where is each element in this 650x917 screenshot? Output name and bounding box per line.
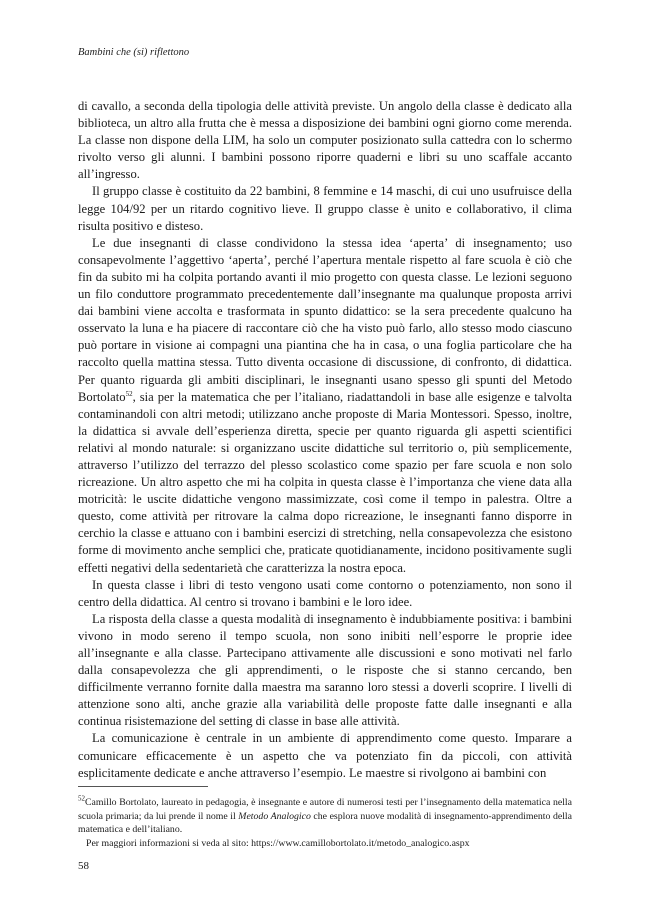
- paragraph: In questa classe i libri di testo vengono usati come contorno o potenziamento, non sono il centro della didattica. Al centro si trovano i bambini e le loro idee.: [78, 577, 572, 609]
- paragraph: La comunicazione è centrale in un ambiente di apprendimento come questo. Imparare a comunicare efficacemente è un aspetto che va potenziato fin da piccoli, con attività esplicitamente dedicate e anche attraverso l’esempio. Le maestre si rivolgono ai bambini con: [78, 731, 572, 780]
- footnotes: [78, 796, 572, 850]
- footnote-text: che esplora nuove modalità di insegnamento-apprendimento della matematica e dell’italiano.: [78, 810, 572, 836]
- paragraph: [78, 235, 572, 577]
- paragraph-text: Le due insegnanti di classe condividono la stessa idea ‘aperta’ di insegnamento; uso consapevolmente l’aggettivo ‘aperta’, perché l’apertura mentale rispetto al fare scuola è ciò che fin da subito mi ha colpita portando avanti il mio progetto con questa classe. Le lezioni seguono un filo conduttore programmato precedentemente dall’insegnante ma qualunque proposta arrivi dai bambini viene accolta e trasformata in spunto didattico: se la sera precedente qualcuno ha osservato la luna e ha piacere di raccontare ciò che ha visto può farlo, allo stesso modo ciascuno può portare in visione ai compagni una piantina che ha in casa, o una foglia particolare che ha raccolto quella mattina stessa. Tutto diventa occasione di discussione, di confronto, di didattica. Per quanto riguarda gli ambiti disciplinari, le insegnanti usano spesso gli spunti del Metodo Bortolato: [78, 235, 572, 404]
- paragraph-text: , sia per la matematica che per l’italiano, riadattandoli in base alle esigenze e talvolta contaminandoli con altri metodi; utilizzano anche proposte di Maria Montessori. Spesso, inoltre, la didattica si avvale dell’esperienza diretta, specie per quanto riguarda gli aspetti scientifici relativi al mondo naturale: si organizzano uscite didattiche sul territorio o, più semplicemente, attraverso l’utilizzo del terrazzo del plesso scolastico come spazio per fare scuola e non solo ricreazione. Un altro aspetto che mi ha colpita in questa classe è l’importanza che viene data alla motricità: le uscite didattiche vengono massimizzate, così come il tempo in palestra. Oltre a questo, come attività per ritrovare la calma dopo ricreazione, le insegnanti fanno disporre in cerchio la classe e attuano con i bambini esercizi di stretching, nella consapevolezza che esistono forme di movimento anche semplici che, praticate quotidianamente, incidono positivamente sugli effetti negativi della sedentarietà che caratterizza la nostra epoca.: [78, 389, 572, 575]
- footnote-divider: [78, 786, 208, 787]
- paragraph: Il gruppo classe è costituito da 22 bambini, 8 femmine e 14 maschi, di cui uno usufruisce della legge 104/92 per un ritardo cognitivo lieve. Il gruppo classe è unito e collaborativo, il clima risulta positivo e disteso.: [78, 184, 572, 233]
- footnote-reference[interactable]: 52: [125, 389, 133, 398]
- footnote-text: Camillo Bortolato, laureato in pedagogia, è insegnante e autore di numerosi testi per l’insegnamento della matematica nella scuola primaria; da lui prende il nome il: [78, 797, 572, 822]
- running-head: Bambini che (si) riflettono: [78, 47, 190, 58]
- footnote-link-line[interactable]: Per maggiori informazioni si veda al sito: https://www.camillobortolato.it/metodo_analogico.aspx: [86, 837, 470, 849]
- footnote: [78, 796, 572, 837]
- footnote-italic-text: Metodo Analogico: [238, 810, 311, 822]
- footnote-number: 52: [78, 794, 85, 803]
- paragraph: La risposta della classe a questa modalità di insegnamento è indubbiamente positiva: i bambini vivono in modo sereno il tempo scuola, non sono inibiti nell’esporre le proprie idee all’insegnante e alla classe. Partecipano attivamente alle discussioni e sono motivati nel farlo dalla consapevolezza che gli apprendimenti, o le risposte che si stanno cercando, ben difficilmente verranno fornite dalla maestra ma saranno loro stessi a doverli scoprire. I livelli di attenzione sono alti, anche grazie alla variabilità delle proposte fatte dalle insegnanti e alla continua risistemazione del setting di classe in base alle attività.: [78, 611, 572, 729]
- paragraph: di cavallo, a seconda della tipologia delle attività previste. Un angolo della classe è dedicato alla biblioteca, un altro alla frutta che è messa a disposizione dei bambini ogni giorno come merenda. La classe non dispone della LIM, ha solo un computer posizionato sulla cattedra con lo schermo rivolto verso gli alunni. I bambini possono riporre quaderni e libri su uno scaffale accanto all’ingresso.: [78, 99, 572, 182]
- page-number: 58: [78, 860, 89, 872]
- body-text: [78, 98, 572, 782]
